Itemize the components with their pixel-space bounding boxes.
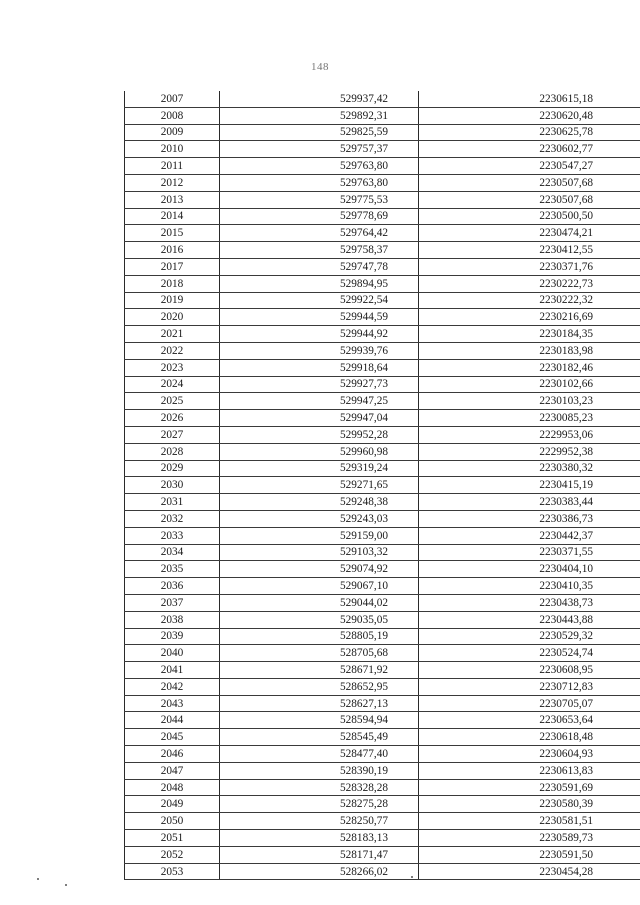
y-coordinate-cell: 2230591,50	[419, 846, 640, 863]
y-coordinate-cell: 2230602,77	[419, 141, 640, 158]
y-coordinate-cell: 2230216,69	[419, 309, 640, 326]
x-coordinate-cell: 529067,10	[220, 578, 419, 595]
point-number-cell: 2034	[125, 544, 220, 561]
y-coordinate-cell: 2230604,93	[419, 746, 640, 763]
x-coordinate-cell: 529044,02	[220, 594, 419, 611]
table-row	[125, 762, 640, 779]
point-number-cell: 2022	[125, 342, 220, 359]
x-coordinate-cell: 528545,49	[220, 729, 419, 746]
x-coordinate-cell: 529944,59	[220, 309, 419, 326]
point-number-cell: 2033	[125, 527, 220, 544]
point-number-cell: 2021	[125, 326, 220, 343]
table-row	[125, 309, 640, 326]
x-coordinate-cell: 529248,38	[220, 494, 419, 511]
table-row	[125, 830, 640, 847]
y-coordinate-cell: 2230454,28	[419, 863, 640, 880]
x-coordinate-cell: 528250,77	[220, 813, 419, 830]
point-number-cell: 2053	[125, 863, 220, 880]
x-coordinate-cell: 528171,47	[220, 846, 419, 863]
x-coordinate-cell: 529952,28	[220, 426, 419, 443]
x-coordinate-cell: 529103,32	[220, 544, 419, 561]
y-coordinate-cell: 2230620,48	[419, 107, 640, 124]
x-coordinate-cell: 528183,13	[220, 830, 419, 847]
point-number-cell: 2047	[125, 762, 220, 779]
table-row	[125, 460, 640, 477]
table-row	[125, 124, 640, 141]
scan-speck	[37, 878, 39, 880]
x-coordinate-cell: 529922,54	[220, 292, 419, 309]
point-number-cell: 2039	[125, 628, 220, 645]
y-coordinate-cell: 2230618,48	[419, 729, 640, 746]
x-coordinate-cell: 529939,76	[220, 342, 419, 359]
table-row	[125, 275, 640, 292]
x-coordinate-cell: 529825,59	[220, 124, 419, 141]
x-coordinate-cell: 528805,19	[220, 628, 419, 645]
x-coordinate-cell: 529243,03	[220, 510, 419, 527]
x-coordinate-cell: 529763,80	[220, 174, 419, 191]
point-number-cell: 2008	[125, 107, 220, 124]
point-number-cell: 2049	[125, 796, 220, 813]
x-coordinate-cell: 529937,42	[220, 91, 419, 107]
x-coordinate-cell: 529944,92	[220, 326, 419, 343]
x-coordinate-cell: 528275,28	[220, 796, 419, 813]
table-row	[125, 191, 640, 208]
table-row	[125, 477, 640, 494]
table-row	[125, 813, 640, 830]
point-number-cell: 2014	[125, 208, 220, 225]
x-coordinate-cell: 529763,80	[220, 158, 419, 175]
table-row	[125, 174, 640, 191]
point-number-cell: 2037	[125, 594, 220, 611]
x-coordinate-cell: 528705,68	[220, 645, 419, 662]
y-coordinate-cell: 2230580,39	[419, 796, 640, 813]
x-coordinate-cell: 528477,40	[220, 746, 419, 763]
x-coordinate-cell: 529918,64	[220, 359, 419, 376]
point-number-cell: 2028	[125, 443, 220, 460]
y-coordinate-cell: 2230182,46	[419, 359, 640, 376]
x-coordinate-cell: 529892,31	[220, 107, 419, 124]
x-coordinate-cell: 529271,65	[220, 477, 419, 494]
x-coordinate-cell: 528390,19	[220, 762, 419, 779]
point-number-cell: 2025	[125, 393, 220, 410]
table-row	[125, 846, 640, 863]
y-coordinate-cell: 2230705,07	[419, 695, 640, 712]
y-coordinate-cell: 2230380,32	[419, 460, 640, 477]
table-row	[125, 494, 640, 511]
table-row	[125, 410, 640, 427]
x-coordinate-cell: 528328,28	[220, 779, 419, 796]
point-number-cell: 2009	[125, 124, 220, 141]
y-coordinate-cell: 2230222,32	[419, 292, 640, 309]
point-number-cell: 2010	[125, 141, 220, 158]
point-number-cell: 2019	[125, 292, 220, 309]
point-number-cell: 2052	[125, 846, 220, 863]
point-number-cell: 2032	[125, 510, 220, 527]
x-coordinate-cell: 529074,92	[220, 561, 419, 578]
y-coordinate-cell: 2230608,95	[419, 662, 640, 679]
y-coordinate-cell: 2230625,78	[419, 124, 640, 141]
x-coordinate-cell: 529960,98	[220, 443, 419, 460]
y-coordinate-cell: 2230443,88	[419, 611, 640, 628]
table-row	[125, 510, 640, 527]
y-coordinate-cell: 2230103,23	[419, 393, 640, 410]
point-number-cell: 2011	[125, 158, 220, 175]
table-row	[125, 208, 640, 225]
x-coordinate-cell: 529764,42	[220, 225, 419, 242]
page-number: 148	[311, 61, 329, 73]
scan-speck	[411, 876, 413, 878]
point-number-cell: 2044	[125, 712, 220, 729]
table-row	[125, 678, 640, 695]
y-coordinate-cell: 2230383,44	[419, 494, 640, 511]
y-coordinate-cell: 2230524,74	[419, 645, 640, 662]
table-row	[125, 426, 640, 443]
point-number-cell: 2046	[125, 746, 220, 763]
table-row	[125, 326, 640, 343]
point-number-cell: 2031	[125, 494, 220, 511]
point-number-cell: 2015	[125, 225, 220, 242]
y-coordinate-cell: 2230613,83	[419, 762, 640, 779]
point-number-cell: 2030	[125, 477, 220, 494]
table-row	[125, 258, 640, 275]
x-coordinate-cell: 529947,04	[220, 410, 419, 427]
table-row	[125, 292, 640, 309]
x-coordinate-cell: 529927,73	[220, 376, 419, 393]
y-coordinate-cell: 2229953,06	[419, 426, 640, 443]
x-coordinate-cell: 529035,05	[220, 611, 419, 628]
point-number-cell: 2024	[125, 376, 220, 393]
y-coordinate-cell: 2230500,50	[419, 208, 640, 225]
point-number-cell: 2013	[125, 191, 220, 208]
table-row	[125, 376, 640, 393]
point-number-cell: 2017	[125, 258, 220, 275]
point-number-cell: 2050	[125, 813, 220, 830]
y-coordinate-cell: 2230371,55	[419, 544, 640, 561]
table-row	[125, 443, 640, 460]
table-row	[125, 91, 640, 107]
y-coordinate-cell: 2230438,73	[419, 594, 640, 611]
x-coordinate-cell: 529757,37	[220, 141, 419, 158]
y-coordinate-cell: 2230410,35	[419, 578, 640, 595]
y-coordinate-cell: 2230085,23	[419, 410, 640, 427]
y-coordinate-cell: 2229952,38	[419, 443, 640, 460]
x-coordinate-cell: 528671,92	[220, 662, 419, 679]
point-number-cell: 2007	[125, 91, 220, 107]
x-coordinate-cell: 529758,37	[220, 242, 419, 259]
table-row	[125, 578, 640, 595]
table-row	[125, 729, 640, 746]
point-number-cell: 2035	[125, 561, 220, 578]
x-coordinate-cell: 529947,25	[220, 393, 419, 410]
table-row	[125, 544, 640, 561]
point-number-cell: 2016	[125, 242, 220, 259]
table-row	[125, 594, 640, 611]
point-number-cell: 2018	[125, 275, 220, 292]
y-coordinate-cell: 2230183,98	[419, 342, 640, 359]
table-row	[125, 712, 640, 729]
table-row	[125, 158, 640, 175]
point-number-cell: 2043	[125, 695, 220, 712]
coordinates-table	[124, 91, 640, 880]
y-coordinate-cell: 2230581,51	[419, 813, 640, 830]
x-coordinate-cell: 529319,24	[220, 460, 419, 477]
coordinates-table-body	[125, 91, 640, 880]
y-coordinate-cell: 2230529,32	[419, 628, 640, 645]
point-number-cell: 2026	[125, 410, 220, 427]
y-coordinate-cell: 2230507,68	[419, 174, 640, 191]
table-row	[125, 107, 640, 124]
x-coordinate-cell: 529159,00	[220, 527, 419, 544]
x-coordinate-cell: 528652,95	[220, 678, 419, 695]
table-row	[125, 645, 640, 662]
point-number-cell: 2020	[125, 309, 220, 326]
x-coordinate-cell: 528627,13	[220, 695, 419, 712]
y-coordinate-cell: 2230222,73	[419, 275, 640, 292]
table-row	[125, 662, 640, 679]
point-number-cell: 2029	[125, 460, 220, 477]
table-row	[125, 695, 640, 712]
x-coordinate-cell: 529778,69	[220, 208, 419, 225]
y-coordinate-cell: 2230507,68	[419, 191, 640, 208]
table-row	[125, 342, 640, 359]
table-row	[125, 225, 640, 242]
y-coordinate-cell: 2230415,19	[419, 477, 640, 494]
scan-speck	[65, 884, 67, 886]
point-number-cell: 2040	[125, 645, 220, 662]
table-row	[125, 141, 640, 158]
table-row	[125, 628, 640, 645]
point-number-cell: 2023	[125, 359, 220, 376]
y-coordinate-cell: 2230712,83	[419, 678, 640, 695]
table-row	[125, 561, 640, 578]
table-row	[125, 611, 640, 628]
table-row	[125, 779, 640, 796]
x-coordinate-cell: 529894,95	[220, 275, 419, 292]
table-row	[125, 527, 640, 544]
y-coordinate-cell: 2230102,66	[419, 376, 640, 393]
table-row	[125, 359, 640, 376]
table-row	[125, 242, 640, 259]
y-coordinate-cell: 2230442,37	[419, 527, 640, 544]
table-row	[125, 393, 640, 410]
point-number-cell: 2051	[125, 830, 220, 847]
point-number-cell: 2012	[125, 174, 220, 191]
x-coordinate-cell: 529775,53	[220, 191, 419, 208]
x-coordinate-cell: 528594,94	[220, 712, 419, 729]
table-row	[125, 863, 640, 880]
y-coordinate-cell: 2230404,10	[419, 561, 640, 578]
point-number-cell: 2027	[125, 426, 220, 443]
x-coordinate-cell: 528266,02	[220, 863, 419, 880]
y-coordinate-cell: 2230653,64	[419, 712, 640, 729]
y-coordinate-cell: 2230184,35	[419, 326, 640, 343]
point-number-cell: 2036	[125, 578, 220, 595]
y-coordinate-cell: 2230371,76	[419, 258, 640, 275]
point-number-cell: 2042	[125, 678, 220, 695]
y-coordinate-cell: 2230591,69	[419, 779, 640, 796]
y-coordinate-cell: 2230547,27	[419, 158, 640, 175]
y-coordinate-cell: 2230386,73	[419, 510, 640, 527]
x-coordinate-cell: 529747,78	[220, 258, 419, 275]
point-number-cell: 2045	[125, 729, 220, 746]
y-coordinate-cell: 2230615,18	[419, 91, 640, 107]
point-number-cell: 2041	[125, 662, 220, 679]
y-coordinate-cell: 2230589,73	[419, 830, 640, 847]
point-number-cell: 2048	[125, 779, 220, 796]
table-row	[125, 796, 640, 813]
table-row	[125, 746, 640, 763]
y-coordinate-cell: 2230412,55	[419, 242, 640, 259]
point-number-cell: 2038	[125, 611, 220, 628]
y-coordinate-cell: 2230474,21	[419, 225, 640, 242]
